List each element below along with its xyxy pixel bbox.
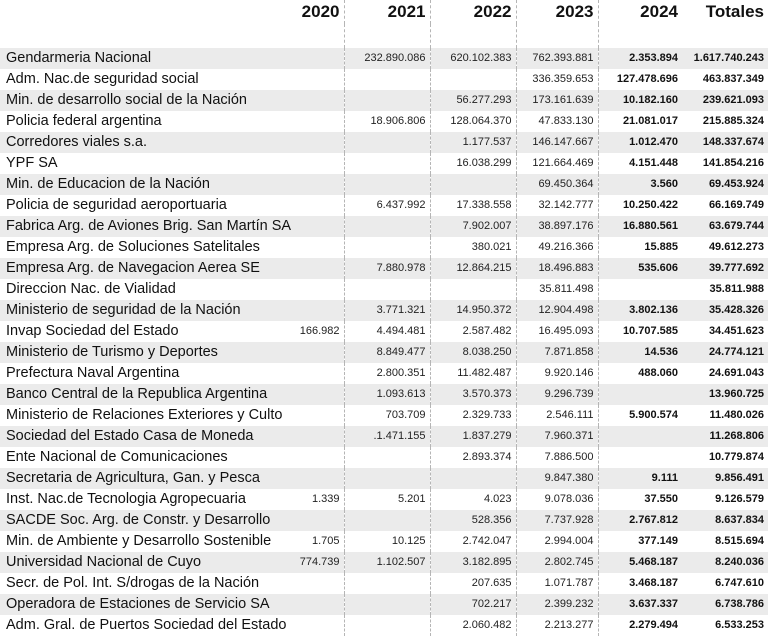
value-total: 34.451.623 <box>682 321 768 342</box>
value-2020 <box>296 573 344 594</box>
value-2022 <box>430 468 516 489</box>
value-2022: 7.902.007 <box>430 216 516 237</box>
value-2021: 2.800.351 <box>344 363 430 384</box>
table-row <box>0 426 768 447</box>
value-2022: 4.023 <box>430 489 516 510</box>
value-2021 <box>344 237 430 258</box>
value-2021 <box>344 90 430 111</box>
entity-name: Ministerio de Turismo y Deportes <box>0 342 296 363</box>
value-2020 <box>296 237 344 258</box>
value-2020: 166.982 <box>296 321 344 342</box>
value-2021: 1.093.613 <box>344 384 430 405</box>
entity-name: Fabrica Arg. de Aviones Brig. San Martín SA <box>0 216 296 237</box>
value-2021 <box>344 216 430 237</box>
value-2020 <box>296 426 344 447</box>
value-2023: 12.904.498 <box>516 300 598 321</box>
value-2022: 702.217 <box>430 594 516 615</box>
value-2022: 207.635 <box>430 573 516 594</box>
value-2023: 1.071.787 <box>516 573 598 594</box>
value-2024: 14.536 <box>598 342 682 363</box>
table-row <box>0 258 768 279</box>
value-2023: 16.495.093 <box>516 321 598 342</box>
entity-name: Banco Central de la Republica Argentina <box>0 384 296 405</box>
value-2021 <box>344 510 430 531</box>
table-row <box>0 510 768 531</box>
table-row <box>0 279 768 300</box>
value-2021 <box>344 447 430 468</box>
entity-name: SACDE Soc. Arg. de Constr. y Desarrollo <box>0 510 296 531</box>
entity-name: Adm. Nac.de seguridad social <box>0 69 296 90</box>
entity-name: Invap Sociedad del Estado <box>0 321 296 342</box>
value-2022: 2.893.374 <box>430 447 516 468</box>
entity-name: Ministerio de seguridad de la Nación <box>0 300 296 321</box>
value-2020: 1.705 <box>296 531 344 552</box>
value-total: 8.240.036 <box>682 552 768 573</box>
value-2023: 7.871.858 <box>516 342 598 363</box>
table-row <box>0 552 768 573</box>
entity-name: Empresa Arg. de Navegacion Aerea SE <box>0 258 296 279</box>
value-total: 35.428.326 <box>682 300 768 321</box>
value-2020 <box>296 111 344 132</box>
value-2020 <box>296 69 344 90</box>
value-2020 <box>296 48 344 69</box>
table-row <box>0 573 768 594</box>
table-row <box>0 321 768 342</box>
table-row <box>0 48 768 69</box>
value-2020 <box>296 342 344 363</box>
value-2020 <box>296 90 344 111</box>
value-2022: 8.038.250 <box>430 342 516 363</box>
value-2022 <box>430 69 516 90</box>
table-row <box>0 195 768 216</box>
value-2020 <box>296 300 344 321</box>
value-total: 66.169.749 <box>682 195 768 216</box>
value-total: 6.747.610 <box>682 573 768 594</box>
header-2020: 2020 <box>301 2 340 21</box>
entity-name: Inst. Nac.de Tecnologia Agropecuaria <box>0 489 296 510</box>
entity-name: Direccion Nac. de Vialidad <box>0 279 296 300</box>
value-2021: 5.201 <box>344 489 430 510</box>
value-2024: 37.550 <box>598 489 682 510</box>
value-total: 9.856.491 <box>682 468 768 489</box>
value-2024: 4.151.448 <box>598 153 682 174</box>
value-total: 35.811.988 <box>682 279 768 300</box>
table-row <box>0 132 768 153</box>
value-2024: 10.707.585 <box>598 321 682 342</box>
value-2024: 9.111 <box>598 468 682 489</box>
table-body <box>0 48 768 636</box>
table-header <box>0 0 768 48</box>
value-total: 10.779.874 <box>682 447 768 468</box>
value-total: 11.480.026 <box>682 405 768 426</box>
value-2023: 7.737.928 <box>516 510 598 531</box>
table-row <box>0 90 768 111</box>
value-total: 215.885.324 <box>682 111 768 132</box>
value-total: 239.621.093 <box>682 90 768 111</box>
value-2024: 3.560 <box>598 174 682 195</box>
entity-name: Operadora de Estaciones de Servicio SA <box>0 594 296 615</box>
value-2022: 528.356 <box>430 510 516 531</box>
entity-name: Empresa Arg. de Soluciones Satelitales <box>0 237 296 258</box>
entity-name: YPF SA <box>0 153 296 174</box>
value-2024: 3.468.187 <box>598 573 682 594</box>
value-2022: 17.338.558 <box>430 195 516 216</box>
value-2023: 9.847.380 <box>516 468 598 489</box>
value-2022 <box>430 174 516 195</box>
table-row <box>0 300 768 321</box>
value-2024: 10.182.160 <box>598 90 682 111</box>
value-2021: 6.437.992 <box>344 195 430 216</box>
value-2021 <box>344 573 430 594</box>
value-2024 <box>598 279 682 300</box>
header-2024: 2024 <box>598 0 682 24</box>
value-2022: 2.587.482 <box>430 321 516 342</box>
value-2022: 380.021 <box>430 237 516 258</box>
value-2022: 3.570.373 <box>430 384 516 405</box>
value-total: 69.453.924 <box>682 174 768 195</box>
value-2020 <box>296 384 344 405</box>
entity-name: Sociedad del Estado Casa de Moneda <box>0 426 296 447</box>
value-2022: 620.102.383 <box>430 48 516 69</box>
value-2023: 2.546.111 <box>516 405 598 426</box>
value-2023: 7.886.500 <box>516 447 598 468</box>
value-2024: 2.767.812 <box>598 510 682 531</box>
value-2022: 11.482.487 <box>430 363 516 384</box>
value-2020 <box>296 447 344 468</box>
value-2024: 15.885 <box>598 237 682 258</box>
table-row <box>0 384 768 405</box>
value-total: 24.691.043 <box>682 363 768 384</box>
table-row <box>0 216 768 237</box>
entity-name: Min. de desarrollo social de la Nación <box>0 90 296 111</box>
value-2021 <box>344 594 430 615</box>
value-2021 <box>344 174 430 195</box>
value-2023: 18.496.883 <box>516 258 598 279</box>
value-2022: 56.277.293 <box>430 90 516 111</box>
value-2024: 16.880.561 <box>598 216 682 237</box>
entity-name: Ministerio de Relaciones Exteriores y Culto <box>0 405 296 426</box>
value-2022: 1.177.537 <box>430 132 516 153</box>
value-2021: 10.125 <box>344 531 430 552</box>
value-2020 <box>296 468 344 489</box>
value-2023: 2.802.745 <box>516 552 598 573</box>
value-2024: 2.279.494 <box>598 615 682 636</box>
value-2024 <box>598 384 682 405</box>
value-2024 <box>598 447 682 468</box>
value-total: 13.960.725 <box>682 384 768 405</box>
value-2020: 774.739 <box>296 552 344 573</box>
value-2021 <box>344 468 430 489</box>
value-2020 <box>296 258 344 279</box>
value-2021: 3.771.321 <box>344 300 430 321</box>
value-2024: 5.468.187 <box>598 552 682 573</box>
value-2020 <box>296 195 344 216</box>
value-total: 49.612.273 <box>682 237 768 258</box>
table-row <box>0 237 768 258</box>
value-2021: 1.102.507 <box>344 552 430 573</box>
entity-name: Policia federal argentina <box>0 111 296 132</box>
value-2024 <box>598 426 682 447</box>
value-total: 8.515.694 <box>682 531 768 552</box>
value-2024: 127.478.696 <box>598 69 682 90</box>
entity-name: Gendarmeria Nacional <box>0 48 296 69</box>
value-2021 <box>344 69 430 90</box>
value-total: 6.533.253 <box>682 615 768 636</box>
table-row <box>0 447 768 468</box>
value-total: 11.268.806 <box>682 426 768 447</box>
value-2022 <box>430 279 516 300</box>
table-row <box>0 363 768 384</box>
value-2021 <box>344 132 430 153</box>
value-2022: 12.864.215 <box>430 258 516 279</box>
value-2023: 146.147.667 <box>516 132 598 153</box>
value-2023: 9.296.739 <box>516 384 598 405</box>
value-2023: 32.142.777 <box>516 195 598 216</box>
value-total: 39.777.692 <box>682 258 768 279</box>
value-2023: 9.920.146 <box>516 363 598 384</box>
value-2022: 2.329.733 <box>430 405 516 426</box>
value-2024: 535.606 <box>598 258 682 279</box>
value-2023: 9.078.036 <box>516 489 598 510</box>
value-2020 <box>296 510 344 531</box>
entity-name: Secretaria de Agricultura, Gan. y Pesca <box>0 468 296 489</box>
value-total: 6.738.786 <box>682 594 768 615</box>
value-2022: 1.837.279 <box>430 426 516 447</box>
entity-name: Secr. de Pol. Int. S/drogas de la Nación <box>0 573 296 594</box>
value-2020 <box>296 363 344 384</box>
value-2020 <box>296 153 344 174</box>
table-row <box>0 405 768 426</box>
value-2024: 488.060 <box>598 363 682 384</box>
entity-name: Prefectura Naval Argentina <box>0 363 296 384</box>
entity-name: Min. de Ambiente y Desarrollo Sostenible <box>0 531 296 552</box>
value-2021: 232.890.086 <box>344 48 430 69</box>
entity-name: Ente Nacional de Comunicaciones <box>0 447 296 468</box>
value-2022: 14.950.372 <box>430 300 516 321</box>
entity-name: Universidad Nacional de Cuyo <box>0 552 296 573</box>
value-2020 <box>296 132 344 153</box>
value-2021: 703.709 <box>344 405 430 426</box>
value-total: 9.126.579 <box>682 489 768 510</box>
value-2024: 3.637.337 <box>598 594 682 615</box>
table-row <box>0 342 768 363</box>
value-2023: 47.833.130 <box>516 111 598 132</box>
value-2023: 2.399.232 <box>516 594 598 615</box>
value-2024: 2.353.894 <box>598 48 682 69</box>
entity-name: Corredores viales s.a. <box>0 132 296 153</box>
value-2021: 4.494.481 <box>344 321 430 342</box>
value-2023: 762.393.881 <box>516 48 598 69</box>
value-2021: .1.471.155 <box>344 426 430 447</box>
value-2021: 18.906.806 <box>344 111 430 132</box>
value-2020 <box>296 279 344 300</box>
table-row <box>0 174 768 195</box>
value-2023: 35.811.498 <box>516 279 598 300</box>
value-2023: 121.664.469 <box>516 153 598 174</box>
table-row <box>0 594 768 615</box>
value-2023: 7.960.371 <box>516 426 598 447</box>
value-2023: 2.994.004 <box>516 531 598 552</box>
value-2024: 21.081.017 <box>598 111 682 132</box>
value-2024: 10.250.422 <box>598 195 682 216</box>
table-row <box>0 531 768 552</box>
value-total: 8.637.834 <box>682 510 768 531</box>
header-2022: 2022 <box>430 0 516 24</box>
value-2022: 2.742.047 <box>430 531 516 552</box>
value-total: 141.854.216 <box>682 153 768 174</box>
value-2020 <box>296 405 344 426</box>
value-2021: 7.880.978 <box>344 258 430 279</box>
value-2023: 173.161.639 <box>516 90 598 111</box>
value-2020 <box>296 216 344 237</box>
value-2020 <box>296 174 344 195</box>
value-2021 <box>344 153 430 174</box>
value-2023: 69.450.364 <box>516 174 598 195</box>
value-2024: 1.012.470 <box>598 132 682 153</box>
value-2022: 16.038.299 <box>430 153 516 174</box>
table-row <box>0 153 768 174</box>
value-2022: 2.060.482 <box>430 615 516 636</box>
value-total: 1.617.740.243 <box>682 48 768 69</box>
header-entity <box>0 0 296 24</box>
header-2021: 2021 <box>344 0 430 24</box>
value-2024: 3.802.136 <box>598 300 682 321</box>
header-2023: 2023 <box>516 0 598 24</box>
entity-name: Min. de Educacion de la Nación <box>0 174 296 195</box>
entity-name: Adm. Gral. de Puertos Sociedad del Estado <box>0 615 296 636</box>
value-total: 463.837.349 <box>682 69 768 90</box>
value-2020: 1.339 <box>296 489 344 510</box>
entity-name: Policia de seguridad aeroportuaria <box>0 195 296 216</box>
value-2024: 5.900.574 <box>598 405 682 426</box>
value-2021 <box>344 279 430 300</box>
value-2023: 2.213.277 <box>516 615 598 636</box>
table-row <box>0 468 768 489</box>
value-2022: 128.064.370 <box>430 111 516 132</box>
value-2023: 38.897.176 <box>516 216 598 237</box>
value-2020 <box>296 594 344 615</box>
header-totales: Totales <box>705 2 764 21</box>
table-row <box>0 111 768 132</box>
value-2021: 8.849.477 <box>344 342 430 363</box>
table-row <box>0 69 768 90</box>
value-total: 148.337.674 <box>682 132 768 153</box>
value-total: 63.679.744 <box>682 216 768 237</box>
value-2024: 377.149 <box>598 531 682 552</box>
value-total: 24.774.121 <box>682 342 768 363</box>
value-2022: 3.182.895 <box>430 552 516 573</box>
value-2023: 49.216.366 <box>516 237 598 258</box>
value-2023: 336.359.653 <box>516 69 598 90</box>
table-row <box>0 489 768 510</box>
